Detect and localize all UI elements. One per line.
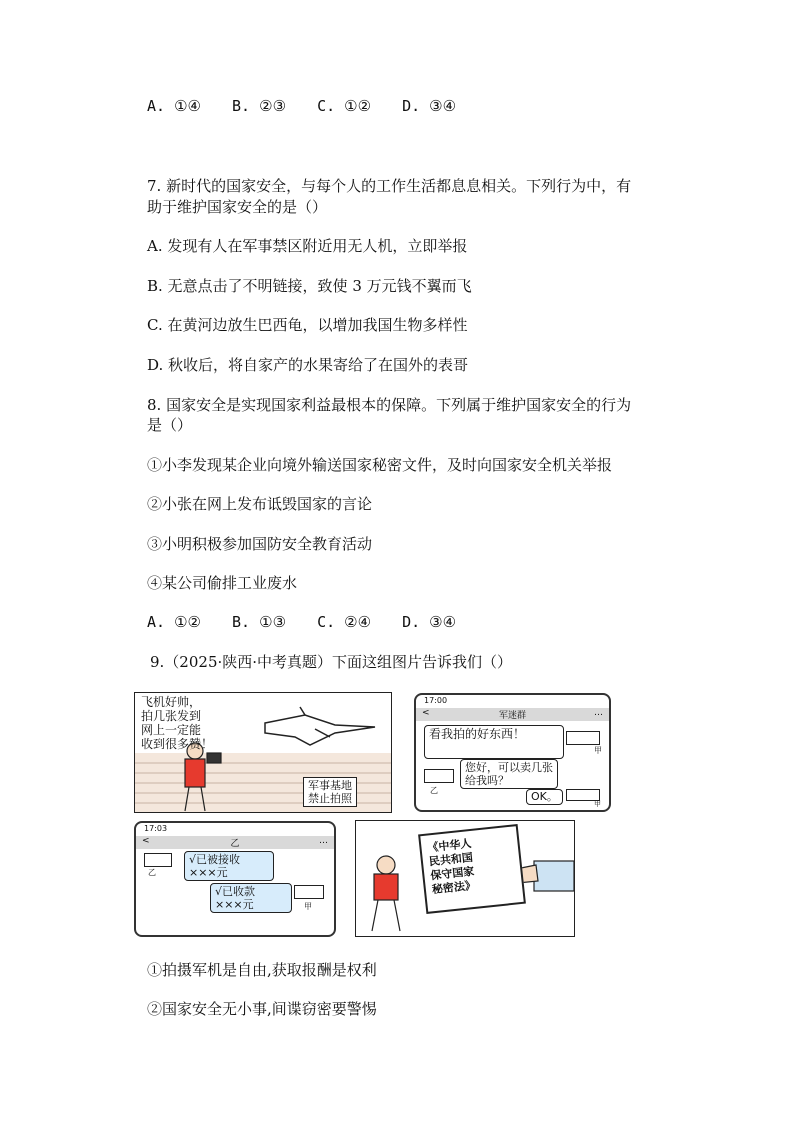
q8-stem-line1: 8. 国家安全是实现国家利益最根本的保障。下列属于维护国家安全的行为 xyxy=(147,396,632,414)
thought-line: 拍几张发到 xyxy=(141,709,202,723)
sign-line: 军事基地 xyxy=(308,779,352,792)
message-text: ×××元 xyxy=(215,898,254,911)
avatar-jia xyxy=(294,885,324,899)
message-text: √已被接收 xyxy=(189,853,241,866)
q9-item-1: ①拍摄军机是自由,获取报酬是权利 xyxy=(147,961,377,979)
label-jia: 甲 xyxy=(304,902,312,911)
transfer-received-bubble xyxy=(184,851,274,881)
message-text: 给我吗？ xyxy=(465,774,509,787)
comic-panel-photographer xyxy=(134,692,392,813)
q8-option-b: B. ①③ xyxy=(232,613,287,631)
thought-line: 收到很多赞！ xyxy=(141,737,214,751)
chat-navbar xyxy=(416,708,609,721)
avatar-jia xyxy=(566,731,600,745)
comic-panel-secrecy-law xyxy=(355,820,575,937)
q8-item-4: ④某公司偷排工业废水 xyxy=(147,574,298,592)
book-title-line: 秘密法》 xyxy=(431,878,477,897)
q7-option-b: B. 无意点击了不明链接，致使 3 万元钱不翼而飞 xyxy=(147,277,472,295)
q7-option-d: D. 秋收后，将自家产的水果寄给了在国外的表哥 xyxy=(147,356,469,374)
payment-received-bubble xyxy=(210,883,292,913)
message-yi-buy xyxy=(460,759,558,789)
q6-option-b: B. ②③ xyxy=(232,97,287,115)
q7-option-a: A. 发现有人在军事禁区附近用无人机，立即举报 xyxy=(147,237,468,255)
q7-option-c: C. 在黄河边放生巴西龟，以增加我国生物多样性 xyxy=(147,316,468,334)
label-jia-2: 甲 xyxy=(594,800,601,808)
status-bar xyxy=(416,695,609,708)
thought-line: 飞机好帅， xyxy=(141,695,202,709)
book-title-line: 民共和国 xyxy=(428,850,474,869)
sign-line: 禁止拍照 xyxy=(308,792,352,805)
q6-option-d: D. ③④ xyxy=(402,97,457,115)
status-bar xyxy=(136,823,334,836)
book-title-line: 保守国家 xyxy=(429,864,475,883)
thought-line: 网上一定能 xyxy=(141,723,202,737)
book-title-line: 《中华人 xyxy=(426,836,473,855)
more-icon: … xyxy=(594,708,603,718)
message-text: 看我拍的好东西！ xyxy=(429,727,526,741)
q7-stem-line2: 助于维护国家安全的是（） xyxy=(147,198,328,216)
q8-item-1: ①小李发现某企业向境外输送国家秘密文件，及时向国家安全机关举报 xyxy=(147,456,613,474)
back-icon: < xyxy=(142,836,150,846)
q6-option-a: A. ①④ xyxy=(147,97,201,115)
no-photo-sign xyxy=(303,777,357,807)
message-jia-photo xyxy=(424,725,564,759)
secrecy-law-book xyxy=(418,824,526,914)
q9-stem: 9.（2025·陕西·中考真题）下面这组图片告诉我们（） xyxy=(150,653,513,671)
message-jia-ok: OK。 xyxy=(526,789,563,805)
fighter-jet-icon xyxy=(265,707,375,745)
q8-item-2: ②小张在网上发布诋毁国家的言论 xyxy=(147,495,373,513)
status-time: 17:00 xyxy=(424,696,448,705)
q6-options xyxy=(147,97,478,115)
more-icon: … xyxy=(319,836,328,846)
q9-item-2: ②国家安全无小事,间谍窃密要警惕 xyxy=(147,1000,377,1018)
avatar-yi xyxy=(424,769,454,783)
message-text: ×××元 xyxy=(189,866,228,879)
chat-title: 军迷群 xyxy=(498,711,526,721)
chat-title: 乙 xyxy=(230,839,240,849)
q8-stem-line2: 是（） xyxy=(147,416,193,434)
thought-bubble xyxy=(141,695,213,751)
status-time: 17:03 xyxy=(144,824,168,833)
label-jia: 甲 xyxy=(594,746,602,755)
comic-panel-payment-chat xyxy=(134,821,336,937)
q8-option-d: D. ③④ xyxy=(402,613,457,631)
chat-navbar xyxy=(136,836,334,849)
message-text: 您好，可以卖几张 xyxy=(465,761,553,774)
q8-options xyxy=(147,613,478,631)
q8-option-a: A. ①② xyxy=(147,613,201,631)
avatar-yi xyxy=(144,853,172,867)
q8-item-3: ③小明积极参加国防安全教育活动 xyxy=(147,535,373,553)
q8-option-c: C. ②④ xyxy=(317,613,372,631)
message-text: √已收款 xyxy=(215,885,256,898)
label-yi: 乙 xyxy=(148,868,156,877)
comic-panel-chat-group xyxy=(414,693,611,812)
back-icon: < xyxy=(422,708,430,718)
hand-icon xyxy=(516,861,574,891)
label-yi: 乙 xyxy=(430,786,438,795)
q7-stem-line1: 7. 新时代的国家安全，与每个人的工作生活都息息相关。下列行为中，有 xyxy=(147,177,632,195)
q6-option-c: C. ①② xyxy=(317,97,372,115)
